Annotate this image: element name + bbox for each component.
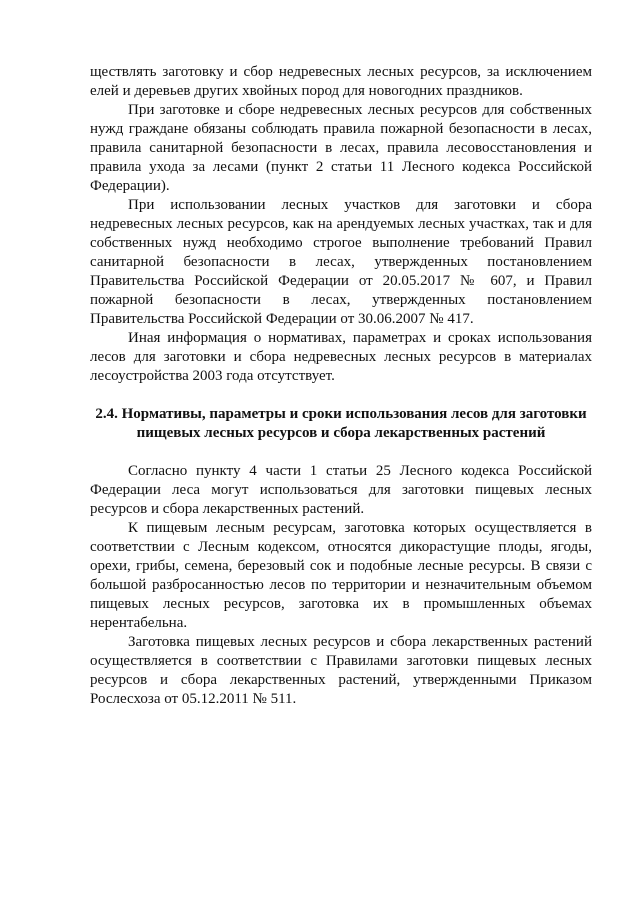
paragraph-continuation: ществлять заготовку и сбор недревесных лесных ресурсов, за исключением елей и деревьев других хвойных пород для новогодних праздников. — [90, 64, 592, 99]
document-page — [90, 63, 592, 709]
paragraph-fire-safety-rules: При заготовке и сборе недревесных лесных ресурсов для собственных нужд граждане обязаны соблюдать правила пожарной безопасности в лесах, правила санитарной безопасности в лесах, правила лесовосстановления и правила ухода за лесами (пункт 2 статьи 11 Лесного кодекса Российской Федерации). — [90, 102, 592, 194]
spacer — [90, 443, 592, 462]
section-heading-line1: 2.4. Нормативы, параметры и сроки использования лесов для заготовки — [95, 406, 587, 422]
section-heading-line2: пищевых лесных ресурсов и сбора лекарственных растений — [136, 425, 546, 441]
spacer — [90, 386, 592, 405]
paragraph-food-resources: К пищевым лесным ресурсам, заготовка которых осуществляется в соответствии с Лесным кодексом, относятся дикорастущие плоды, ягоды, орехи, грибы, семена, березовый сок и подобные лесные ресурсы. В связи с большой разбросанностью лесов по территории и незначительным объемом пищевых лесных ресурсов, заготовка их в промышленных объемах нерентабельна. — [90, 520, 592, 631]
paragraph-forest-code-article: Согласно пункту 4 части 1 статьи 25 Лесного кодекса Российской Федерации леса могут использоваться для заготовки пищевых лесных ресурсов и сбора лекарственных растений. — [90, 463, 592, 517]
paragraph-sanitary-requirements: При использовании лесных участков для заготовки и сбора недревесных лесных ресурсов, как на арендуемых лесных участках, так и для собственных нужд необходимо строгое выполнение требований Правил санитарной безопасности в лесах, утвержденных постановлением Правительства Российской Федерации от 20.05.2017 № 607, и Правил пожарной безопасности в лесах, утвержденных постановлением Правительства Российской Федерации от 30.06.2007 № 417. — [90, 197, 592, 327]
paragraph-no-information: Иная информация о нормативах, параметрах и сроках использования лесов для заготовки и сбора недревесных лесных ресурсов в материалах лесоустройства 2003 года отсутствует. — [90, 330, 592, 384]
paragraph-harvesting-rules: Заготовка пищевых лесных ресурсов и сбора лекарственных растений осуществляется в соответствии с Правилами заготовки пищевых лесных ресурсов и сбора лекарственных растений, утвержденными Приказом Рослесхоза от 05.12.2011 № 511. — [90, 634, 592, 707]
section-heading — [90, 405, 592, 443]
